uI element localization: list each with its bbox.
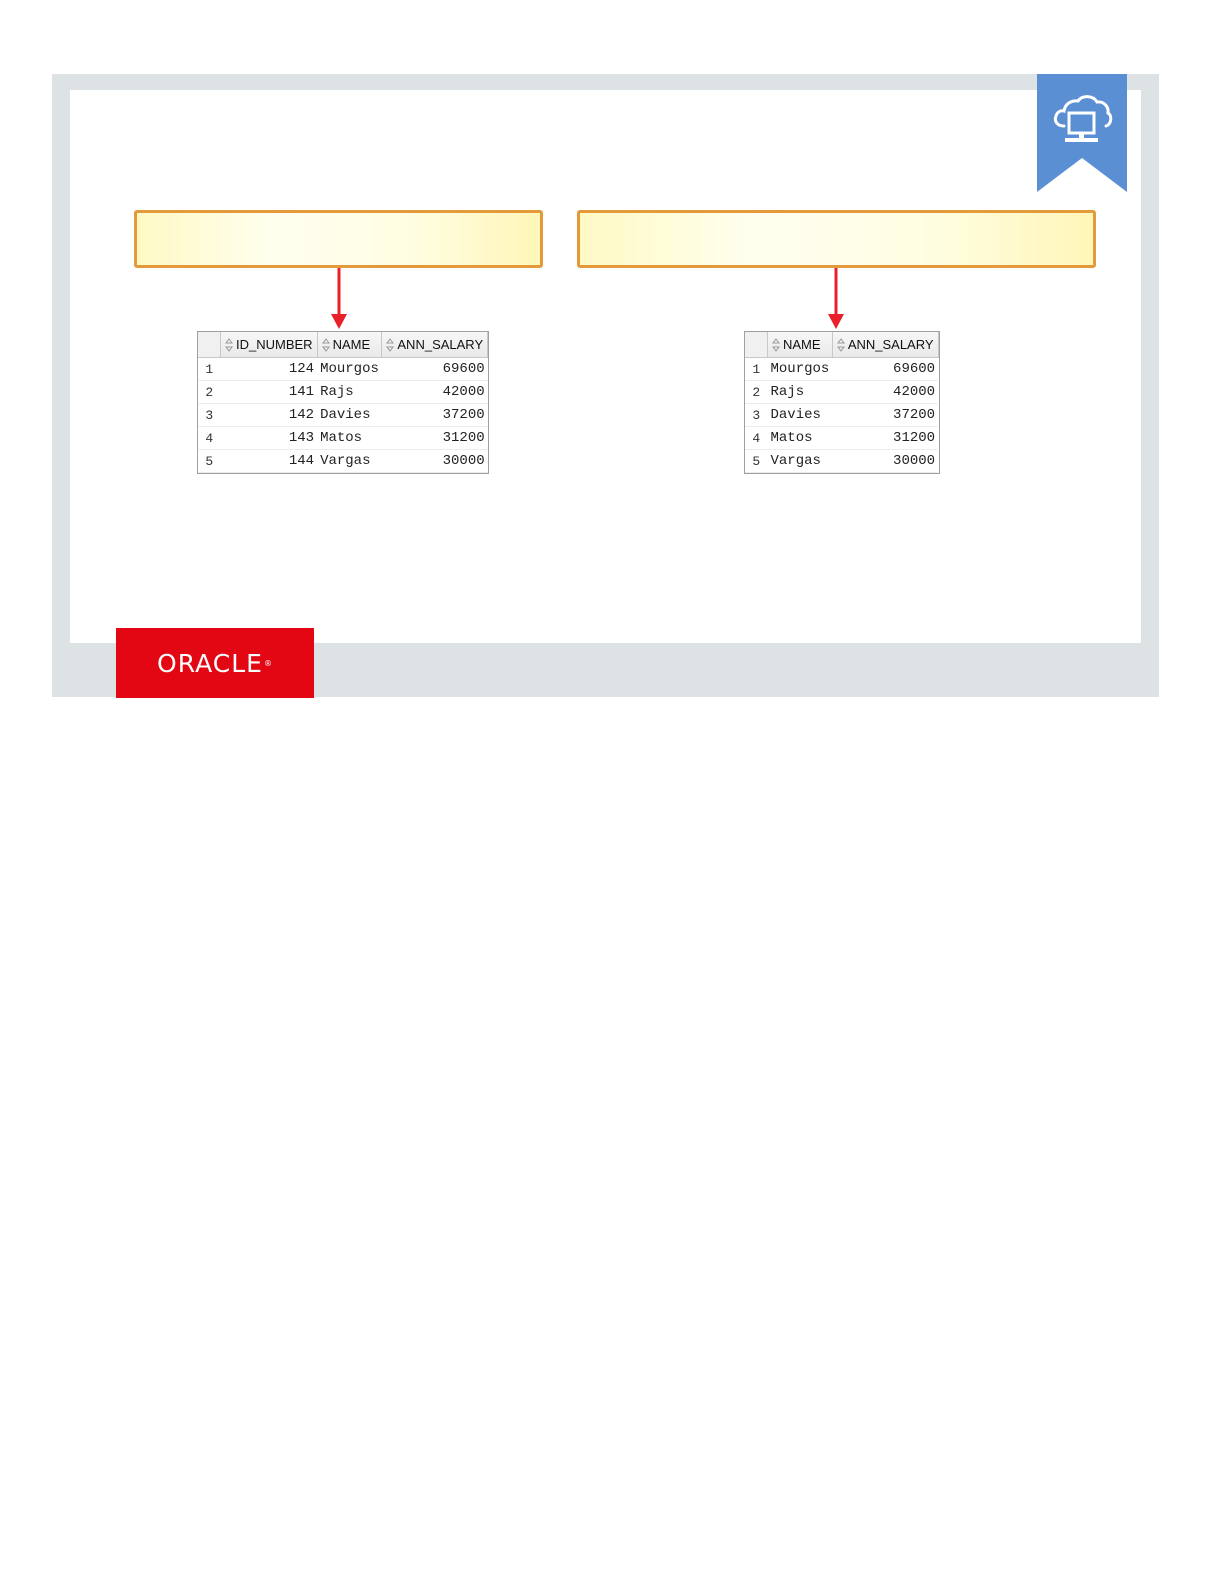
query-result-grid-left xyxy=(197,331,489,474)
arrow-down-icon xyxy=(827,268,845,330)
column-header-ann-salary[interactable]: ANN_SALARY xyxy=(382,332,488,358)
table-row[interactable] xyxy=(745,427,938,450)
ann-salary-cell: 69600 xyxy=(382,358,488,381)
name-cell: Davies xyxy=(317,404,382,427)
name-cell: Davies xyxy=(768,404,833,427)
id-number-cell: 124 xyxy=(221,358,318,381)
table-row[interactable] xyxy=(745,381,938,404)
row-number: 3 xyxy=(198,404,221,427)
column-header-name[interactable]: NAME xyxy=(768,332,833,358)
callout-box-left xyxy=(134,210,543,268)
id-number-cell: 142 xyxy=(221,404,318,427)
row-number: 4 xyxy=(745,427,768,450)
ann-salary-cell: 42000 xyxy=(832,381,938,404)
ann-salary-cell: 30000 xyxy=(832,450,938,473)
column-header-name[interactable]: NAME xyxy=(317,332,382,358)
sort-icon xyxy=(772,338,780,352)
row-number: 1 xyxy=(745,358,768,381)
id-number-cell: 143 xyxy=(221,427,318,450)
sort-icon xyxy=(225,338,233,352)
row-number: 1 xyxy=(198,358,221,381)
row-number: 5 xyxy=(198,450,221,473)
row-number: 2 xyxy=(198,381,221,404)
ann-salary-cell: 69600 xyxy=(832,358,938,381)
oracle-logo: ORACLE ® xyxy=(116,628,314,698)
row-number: 4 xyxy=(198,427,221,450)
name-cell: Matos xyxy=(317,427,382,450)
name-cell: Mourgos xyxy=(317,358,382,381)
name-cell: Vargas xyxy=(768,450,833,473)
table-row[interactable] xyxy=(745,404,938,427)
query-result-grid-right xyxy=(744,331,940,474)
table-row[interactable] xyxy=(198,404,488,427)
name-cell: Mourgos xyxy=(768,358,833,381)
ann-salary-cell: 30000 xyxy=(382,450,488,473)
table-row[interactable] xyxy=(198,427,488,450)
table-row[interactable] xyxy=(198,381,488,404)
ann-salary-cell: 31200 xyxy=(382,427,488,450)
ann-salary-cell: 37200 xyxy=(382,404,488,427)
column-header-ann-salary[interactable]: ANN_SALARY xyxy=(832,332,938,358)
sort-icon xyxy=(386,338,394,352)
sort-icon xyxy=(322,338,330,352)
table-row[interactable] xyxy=(198,358,488,381)
name-cell: Rajs xyxy=(768,381,833,404)
ann-salary-cell: 42000 xyxy=(382,381,488,404)
row-number: 5 xyxy=(745,450,768,473)
table-row[interactable] xyxy=(198,450,488,473)
row-number-header xyxy=(198,332,221,358)
callout-box-right xyxy=(577,210,1096,268)
name-cell: Rajs xyxy=(317,381,382,404)
table-row[interactable] xyxy=(745,450,938,473)
table-row[interactable] xyxy=(745,358,938,381)
ann-salary-cell: 37200 xyxy=(832,404,938,427)
name-cell: Matos xyxy=(768,427,833,450)
row-number-header xyxy=(745,332,768,358)
row-number: 3 xyxy=(745,404,768,427)
cloud-computer-badge xyxy=(1037,74,1127,192)
row-number: 2 xyxy=(745,381,768,404)
name-cell: Vargas xyxy=(317,450,382,473)
sort-icon xyxy=(837,338,845,352)
cloud-computer-icon xyxy=(1037,74,1127,192)
column-header-id-number[interactable]: ID_NUMBER xyxy=(221,332,318,358)
id-number-cell: 141 xyxy=(221,381,318,404)
arrow-down-icon xyxy=(330,268,348,330)
ann-salary-cell: 31200 xyxy=(832,427,938,450)
id-number-cell: 144 xyxy=(221,450,318,473)
